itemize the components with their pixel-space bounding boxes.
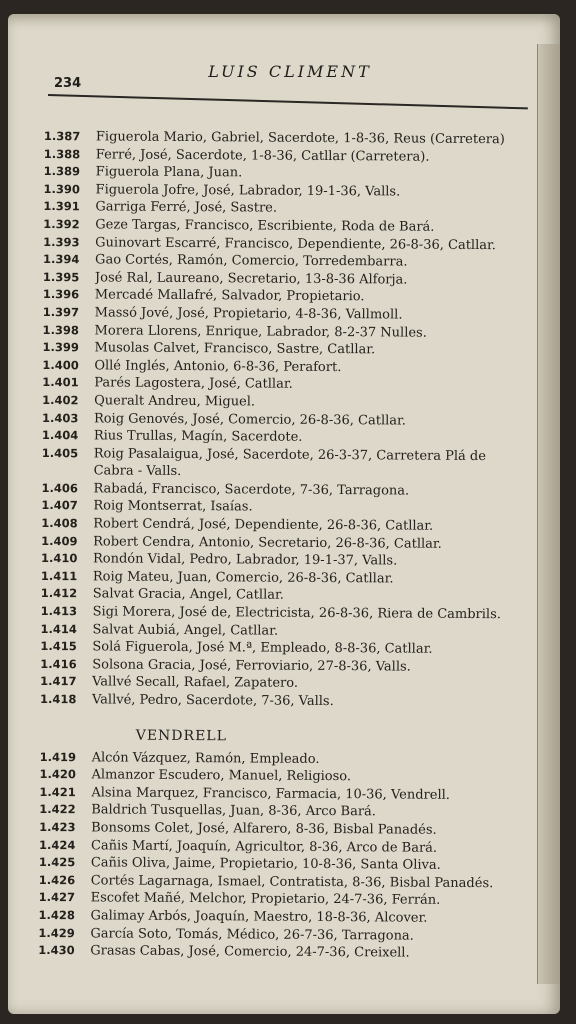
entry-text: Cortés Lagarnaga, Ismael, Contratista, 8-36, Bisbal Panadés.: [90, 873, 494, 891]
entry-number: 1.401: [42, 375, 79, 390]
entry-number: 1.416: [40, 656, 77, 672]
entry-group-b: [40, 480, 542, 712]
entry-text: Mercadé Mallafré, Salvador, Propietario.: [94, 287, 365, 305]
entry-number: 1.410: [40, 551, 78, 566]
entry-number: 1.429: [38, 925, 75, 940]
entry-number: 1.389: [43, 164, 81, 179]
entry-number: 1.412: [40, 586, 78, 601]
entry-number: 1.394: [43, 252, 80, 267]
entry-list: [38, 128, 544, 963]
entry-text: Figuerola Mario, Gabriel, Sacerdote, 1-8-36, Reus (Carretera): [95, 129, 505, 148]
entry-number: 1.415: [40, 639, 77, 654]
entry-text: García Soto, Tomás, Médico, 26-7-36, Tarragona.: [90, 925, 414, 944]
entry-number: 1.424: [38, 837, 76, 852]
entry-text: Roig Pasalaigua, José, Sacerdote, 26-3-37, Carretera Plá de: [93, 446, 487, 464]
entry-number: 1.423: [39, 819, 76, 835]
running-title: LUIS CLIMENT: [208, 62, 372, 81]
entry-number: 1.427: [38, 890, 76, 905]
book-page: [8, 14, 560, 1014]
entry-text: Ferré, José, Sacerdote, 1-8-36, Catllar (Carretera).: [95, 146, 430, 165]
entry-number: 1.391: [43, 199, 80, 214]
entry-group-c: [38, 749, 539, 964]
entry-row: [40, 691, 540, 712]
entry-number: 1.422: [39, 802, 76, 817]
entry-text: Geze Targas, Francisco, Escribiente, Roda de Bará.: [95, 217, 435, 235]
entry-number: 1.414: [40, 621, 77, 636]
entry-text: Grasas Cabas, José, Comercio, 24-7-36, Creixell.: [90, 943, 410, 961]
entry-number: 1.413: [40, 604, 78, 619]
entry-text: Vallvé, Pedro, Sacerdote, 7-36, Valls.: [91, 692, 334, 710]
entry-number: 1.430: [38, 943, 75, 958]
entry-number: 1.409: [41, 533, 78, 548]
entry-number: 1.399: [42, 340, 79, 355]
entry-number: 1.398: [42, 322, 80, 337]
entry-row: [38, 942, 538, 963]
entry-text: Guinovart Escarré, Francisco, Dependiente, 26-8-36, Catllar.: [95, 234, 496, 253]
section-title: VENDRELL: [135, 727, 227, 744]
entry-text: Alcón Vázquez, Ramón, Empleado.: [91, 749, 320, 767]
entry-text: Vallvé Secall, Rafael, Zapatero.: [92, 674, 299, 692]
entry-number: 1.392: [43, 216, 80, 232]
entry-text: Solsona Gracia, José, Ferroviario, 27-8-36, Valls.: [92, 657, 411, 675]
entry-number: 1.421: [39, 784, 76, 800]
entry-text: Parés Lagostera, José, Catllar.: [94, 375, 293, 393]
entry-number: 1.426: [38, 872, 76, 887]
entry-text: Roig Mateu, Juan, Comercio, 26-8-36, Catllar.: [92, 569, 394, 587]
entry-number: 1.408: [41, 516, 78, 531]
entry-text: Alsina Marquez, Francisco, Farmacia, 10-36, Vendrell.: [91, 785, 450, 803]
entry-text: José Ral, Laureano, Secretario, 13-8-36 Alforja.: [94, 270, 408, 288]
entry-text: Figuerola Jofre, José, Labrador, 19-1-36, Valls.: [95, 182, 401, 200]
entry-text: Robert Cendrá, José, Dependiente, 26-8-36, Catllar.: [93, 516, 434, 534]
entry-number: 1.404: [41, 428, 79, 443]
entry-number: 1.411: [40, 568, 78, 584]
entry-text: Bonsoms Colet, José, Alfarero, 8-36, Bisbal Panadés.: [91, 820, 437, 838]
entry-text: Baldrich Tusquellas, Juan, 8-36, Arco Bará.: [91, 802, 377, 820]
entry-text: Cabra - Valls.: [93, 463, 182, 480]
entry-text: Roig Montserrat, Isaías.: [93, 498, 253, 515]
entry-number: 1.387: [43, 128, 81, 144]
entry-number: 1.395: [42, 269, 80, 285]
entry-text: Solá Figuerola, José M.ª, Empleado, 8-8-36, Catllar.: [92, 639, 433, 657]
entry-text: Rius Trullas, Magín, Sacerdote.: [93, 428, 303, 445]
entry-text: Garriga Ferré, José, Sastre.: [95, 199, 278, 217]
entry-text: Gao Cortés, Ramón, Comercio, Torredembarra.: [95, 252, 408, 270]
entry-number: 1.400: [42, 357, 79, 372]
entry-number: 1.418: [39, 691, 77, 707]
entry-number: 1.420: [39, 767, 76, 782]
entry-text: Escofet Mañé, Melchor, Propietario, 24-7-36, Ferrán.: [90, 890, 441, 909]
entry-number: 1.388: [43, 146, 81, 161]
entry-number: 1.417: [40, 674, 77, 689]
entry-number: 1.396: [42, 287, 80, 302]
entry-number: 1.425: [38, 855, 76, 870]
entry-text: Massó Jové, José, Propietario, 4-8-36, Vallmoll.: [94, 305, 403, 323]
page-number: 234: [54, 76, 82, 91]
entry-number: 1.405: [41, 445, 79, 460]
entry-text: Musolas Calvet, Francisco, Sastre, Catllar.: [94, 340, 376, 358]
entry-text: Sigi Morera, José de, Electricista, 26-8-36, Riera de Cambrils.: [92, 604, 501, 623]
entry-text: Cañis Martí, Joaquín, Agricultor, 8-36, Arco de Bará.: [90, 837, 438, 856]
entry-group-a: [42, 128, 544, 466]
entry-text: Rabadá, Francisco, Sacerdote, 7-36, Tarragona.: [93, 481, 410, 499]
entry-text: Salvat Aubiá, Angel, Catllar.: [92, 621, 279, 639]
header-rule: [48, 94, 528, 109]
entry-text: Robert Cendra, Antonio, Secretario, 26-8-36, Catllar.: [93, 534, 442, 552]
entry-text: Galimay Arbós, Joaquín, Maestro, 18-8-36, Alcover.: [90, 908, 428, 926]
entry-number: 1.419: [39, 749, 77, 764]
entry-number: 1.406: [41, 480, 78, 496]
entry-number: 1.403: [41, 410, 79, 425]
entry-text: Rondón Vidal, Pedro, Labrador, 19-1-37, Valls.: [92, 551, 398, 569]
entry-number: 1.402: [42, 392, 79, 408]
entry-number: 1.407: [41, 498, 78, 513]
entry-number: 1.428: [38, 907, 75, 923]
entry-text: Cañis Oliva, Jaime, Propietario, 10-8-36, Santa Oliva.: [90, 855, 441, 873]
entry-number: 1.390: [43, 181, 81, 197]
entry-number: 1.393: [43, 234, 80, 249]
entry-text: Almanzor Escudero, Manuel, Religioso.: [91, 767, 352, 785]
entry-text: Ollé Inglés, Antonio, 6-8-36, Perafort.: [94, 358, 342, 375]
entry-number: 1.397: [42, 304, 80, 320]
entry-text: Morera Llorens, Enrique, Labrador, 8-2-37 Nulles.: [94, 322, 427, 341]
entry-text: Salvat Gracia, Angel, Catllar.: [92, 586, 284, 604]
entry-text: Roig Genovés, José, Comercio, 26-8-36, Catllar.: [93, 410, 407, 429]
entry-text: Figuerola Plana, Juan.: [95, 164, 243, 181]
entry-text: Queralt Andreu, Miguel.: [94, 393, 256, 410]
